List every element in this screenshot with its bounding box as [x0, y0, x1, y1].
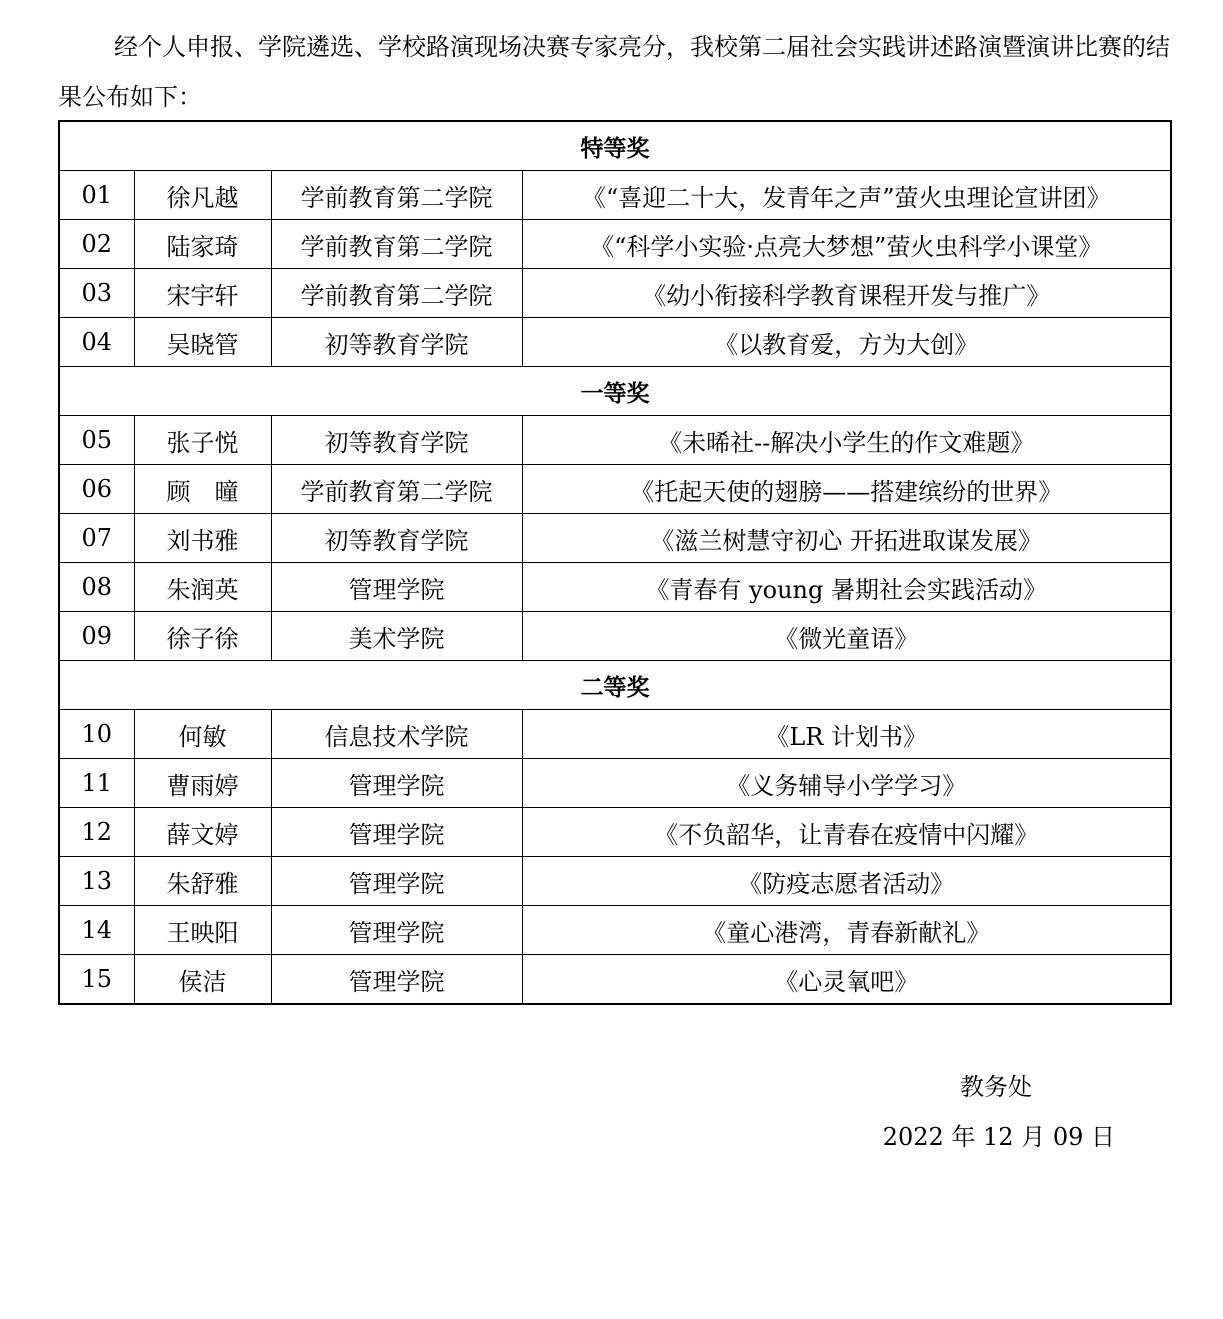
cell-name: 薛文婷: [134, 808, 271, 857]
cell-number: 02: [59, 220, 134, 269]
cell-project: 《幼小衔接科学教育课程开发与推广》: [522, 269, 1171, 318]
cell-number: 09: [59, 612, 134, 661]
cell-name: 吴晓管: [134, 318, 271, 367]
cell-college: 初等教育学院: [271, 514, 522, 563]
cell-college: 初等教育学院: [271, 318, 522, 367]
cell-project: 《义务辅导小学学习》: [522, 759, 1171, 808]
table-row: [59, 269, 1171, 318]
cell-name: 陆家琦: [134, 220, 271, 269]
cell-number: 01: [59, 171, 134, 220]
table-row: [59, 612, 1171, 661]
cell-college: 学前教育第二学院: [271, 171, 522, 220]
table-row: [59, 759, 1171, 808]
section-title: 特等奖: [59, 121, 1171, 171]
section-title: 一等奖: [59, 367, 1171, 416]
cell-college: 管理学院: [271, 955, 522, 1005]
signature-block: [883, 1062, 1115, 1162]
cell-project: 《防疫志愿者活动》: [522, 857, 1171, 906]
cell-name: 宋宇轩: [134, 269, 271, 318]
cell-name: 徐凡越: [134, 171, 271, 220]
intro-paragraph: 经个人申报、学院遴选、学校路演现场决赛专家亮分，我校第二届社会实践讲述路演暨演讲比赛的结果公布如下：: [58, 33, 1170, 111]
cell-number: 08: [59, 563, 134, 612]
cell-number: 11: [59, 759, 134, 808]
table-row: [59, 710, 1171, 759]
cell-number: 07: [59, 514, 134, 563]
table-row: [59, 220, 1171, 269]
cell-name: 侯洁: [134, 955, 271, 1005]
cell-college: 初等教育学院: [271, 416, 522, 465]
cell-college: 管理学院: [271, 808, 522, 857]
section-title: 二等奖: [59, 661, 1171, 710]
cell-project: 《滋兰树慧守初心 开拓进取谋发展》: [522, 514, 1171, 563]
cell-college: 信息技术学院: [271, 710, 522, 759]
table-row: [59, 808, 1171, 857]
table-row: [59, 563, 1171, 612]
cell-project: 《青春有 young 暑期社会实践活动》: [522, 563, 1171, 612]
table-row: [59, 318, 1171, 367]
cell-name: 王映阳: [134, 906, 271, 955]
table-row: [59, 514, 1171, 563]
cell-name: 顾 曈: [134, 465, 271, 514]
cell-college: 学前教育第二学院: [271, 220, 522, 269]
cell-name: 朱舒雅: [134, 857, 271, 906]
table-row: [59, 906, 1171, 955]
cell-number: 06: [59, 465, 134, 514]
cell-number: 03: [59, 269, 134, 318]
cell-college: 学前教育第二学院: [271, 465, 522, 514]
cell-name: 朱润英: [134, 563, 271, 612]
cell-college: 管理学院: [271, 759, 522, 808]
cell-college: 管理学院: [271, 857, 522, 906]
cell-name: 徐子徐: [134, 612, 271, 661]
cell-college: 美术学院: [271, 612, 522, 661]
table-row: [59, 955, 1171, 1005]
cell-project: 《未晞社--解决小学生的作文难题》: [522, 416, 1171, 465]
cell-project: 《LR 计划书》: [522, 710, 1171, 759]
issuing-office: 教务处: [960, 1073, 1032, 1101]
cell-number: 10: [59, 710, 134, 759]
section-header-row: [59, 121, 1171, 171]
table-row: [59, 857, 1171, 906]
section-header-row: [59, 661, 1171, 710]
cell-college: 学前教育第二学院: [271, 269, 522, 318]
section-header-row: [59, 367, 1171, 416]
cell-number: 13: [59, 857, 134, 906]
issue-date: 2022 年 12 月 09 日: [882, 1123, 1115, 1151]
cell-project: 《心灵氧吧》: [522, 955, 1171, 1005]
cell-project: 《以教育爱，方为大创》: [522, 318, 1171, 367]
cell-number: 12: [59, 808, 134, 857]
cell-project: 《童心港湾，青春新献礼》: [522, 906, 1171, 955]
cell-number: 15: [59, 955, 134, 1005]
results-table: [58, 120, 1172, 1005]
cell-project: 《“科学小实验·点亮大梦想”萤火虫科学小课堂》: [522, 220, 1171, 269]
cell-name: 刘书雅: [134, 514, 271, 563]
cell-name: 何敏: [134, 710, 271, 759]
cell-number: 05: [59, 416, 134, 465]
table-row: [59, 416, 1171, 465]
table-row: [59, 465, 1171, 514]
cell-project: 《“喜迎二十大，发青年之声”萤火虫理论宣讲团》: [522, 171, 1171, 220]
cell-college: 管理学院: [271, 906, 522, 955]
cell-project: 《托起天使的翅膀——搭建缤纷的世界》: [522, 465, 1171, 514]
table-row: [59, 171, 1171, 220]
cell-number: 04: [59, 318, 134, 367]
cell-college: 管理学院: [271, 563, 522, 612]
cell-number: 14: [59, 906, 134, 955]
cell-name: 曹雨婷: [134, 759, 271, 808]
cell-name: 张子悦: [134, 416, 271, 465]
cell-project: 《不负韶华，让青春在疫情中闪耀》: [522, 808, 1171, 857]
cell-project: 《微光童语》: [522, 612, 1171, 661]
